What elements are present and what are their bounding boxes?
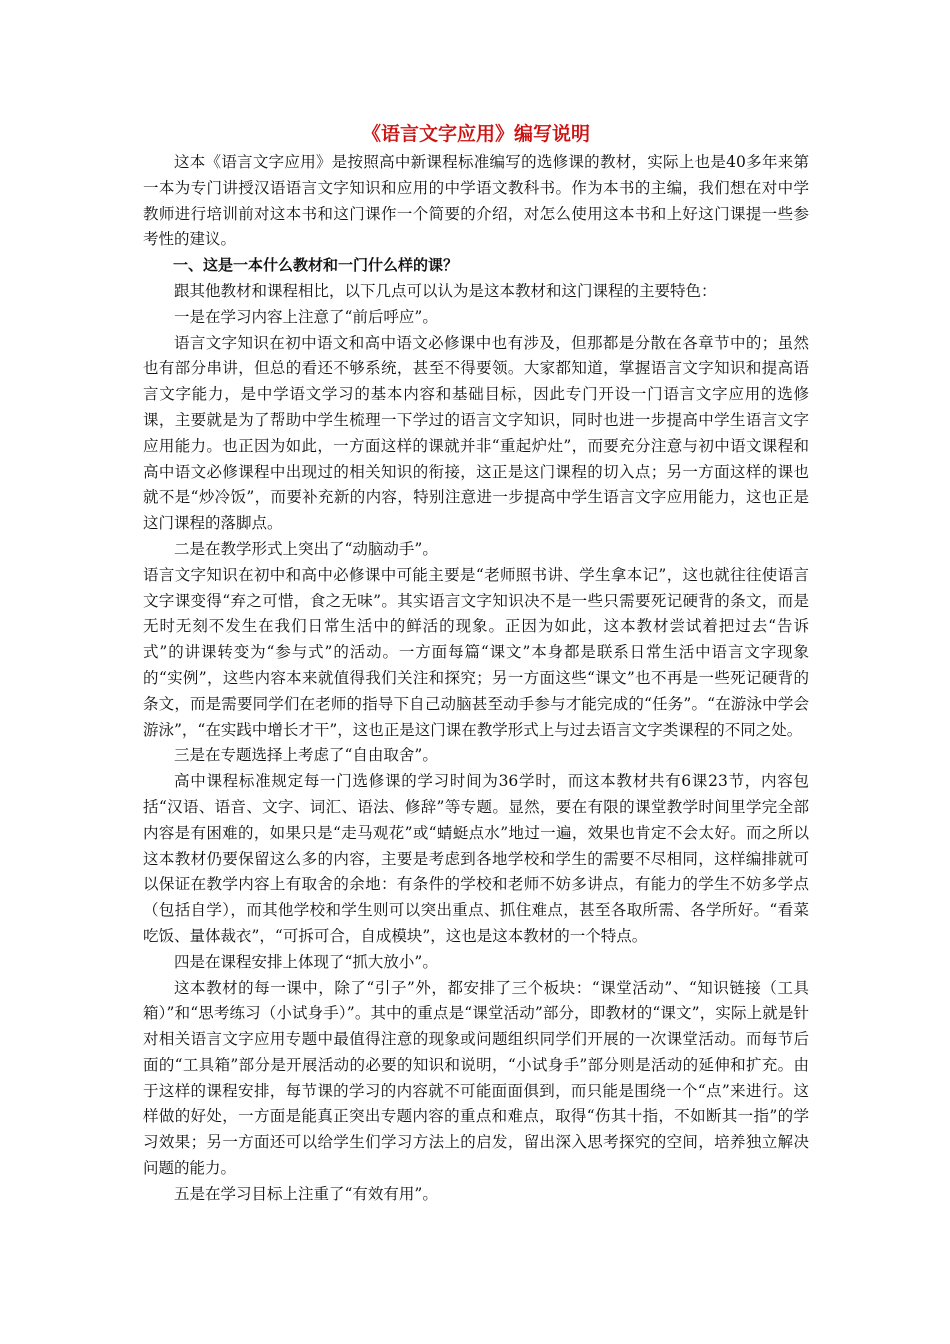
point-4-body: 这本教材的每一课中，除了“引子”外，都安排了三个板块：“课堂活动”、“知识链接（工具箱）”和“思考练习（小试身手）”。其中的重点是“课堂活动”部分，即教材的“课文”，实际上就是针对相关语言文字应用专题中最值得注意的现象或问题组织同学们开展的一次课堂活动。而每节后面的“工具箱”部分是开展活动的必要的知识和说明，“小试身手”部分则是活动的延伸和扩充。由于这样的课程安排，每节课的学习的内容就不可能面面俱到，而只能是围绕一个“点”来进行。这样做的好处，一方面是能真正突出专题内容的重点和难点，取得“伤其十指，不如断其一指”的学习效果；另一方面还可以给学生们学习方法上的启发，留出深入思考探究的空间，培养独立解决问题的能力。 (143, 978, 809, 1178)
section-heading: 一、这是一本什么教材和一门什么样的课？ (173, 256, 459, 275)
point-1-heading: 一是在学习内容上注意了“前后呼应”。 (174, 307, 438, 326)
document-page (143, 120, 809, 1208)
document-body (143, 150, 809, 1208)
point-1-body: 语言文字知识在初中语文和高中语文必修课中也有涉及，但那都是分散在各章节中的；虽然也有部分串讲，但总的看还不够系统，甚至不得要领。大家都知道，掌握语言文字知识和提高语言文字能力，是中学语文学习的基本内容和基础目标，因此专门开设一门语言文字应用的选修课，主要就是为了帮助中学生梳理一下学过的语言文字知识，同时也进一步提高中学生语言文字应用能力。也正因为如此，一方面这样的课就并非“重起炉灶”，而要充分注意与初中语文课程和高中语文必修课程中出现过的相关知识的衔接，这正是这门课程的切入点；另一方面这样的课也就不是“炒冷饭”，而要补充新的内容，特别注意进一步提高中学生语言文字应用能力，这也正是这门课程的落脚点。 (143, 333, 809, 533)
paragraph-overview: 跟其他教材和课程相比，以下几点可以认为是这本教材和这门课程的主要特色： (174, 281, 717, 300)
point-4-heading: 四是在课程安排上体现了“抓大放小”。 (174, 952, 438, 971)
point-3-heading: 三是在专题选择上考虑了“自由取舍”。 (174, 746, 438, 765)
point-5-heading: 五是在学习目标上注重了“有效有用”。 (174, 1184, 438, 1203)
point-2-body: 语言文字知识在初中和高中必修课中可能主要是“老师照书讲、学生拿本记”，这也就往往使语言文字课变得“弃之可惜，食之无味”。其实语言文字知识决不是一些只需要死记硬背的条文，而是无时无刻不发生在我们日常生活中的鲜活的现象。正因为如此，这本教材尝试着把过去“告诉式”的讲课转变为“参与式”的活动。一方面每篇“课文”本身都是联系日常生活中语言文字现象的“实例”，这些内容本来就值得我们关注和探究；另一方面这些“课文”也不再是一些死记硬背的条文，而是需要同学们在老师的指导下自己动脑甚至动手参与才能完成的“任务”。“在游泳中学会游泳”，“在实践中增长才干”，这也正是这门课在教学形式上与过去语言文字类课程的不同之处。 (143, 565, 809, 739)
point-3-body: 高中课程标准规定每一门选修课的学习时间为36学时，而这本教材共有6课23节，内容包括“汉语、语音、文字、词汇、语法、修辞”等专题。显然，要在有限的课堂教学时间里学完全部内容是有困难的，如果只是“走马观花”或“蜻蜓点水”地过一遍，效果也肯定不会太好。而之所以这本教材仍要保留这么多的内容，主要是考虑到各地学校和学生的需要不尽相同，这样编排就可以保证在教学内容上有取舍的余地：有条件的学校和老师不妨多讲点，有能力的学生不妨多学点（包括自学），而其他学校和学生则可以突出重点、抓住难点，甚至各取所需、各学所好。“看菜吃饭、量体裁衣”，“可拆可合，自成模块”，这也是这本教材的一个特点。 (143, 772, 809, 945)
document-title: 《语言文字应用》编写说明 (361, 123, 590, 145)
paragraph-intro: 这本《语言文字应用》是按照高中新课程标准编写的选修课的教材，实际上也是40多年来第一本为专门讲授汉语语言文字知识和应用的中学语文教科书。作为本书的主编，我们想在对中学教师进行培训前对这本书和这门课作一个简要的介绍，对怎么使用这本书和上好这门课提一些参考性的建议。 (143, 153, 809, 249)
point-2-heading: 二是在教学形式上突出了“动脑动手”。 (174, 539, 438, 558)
